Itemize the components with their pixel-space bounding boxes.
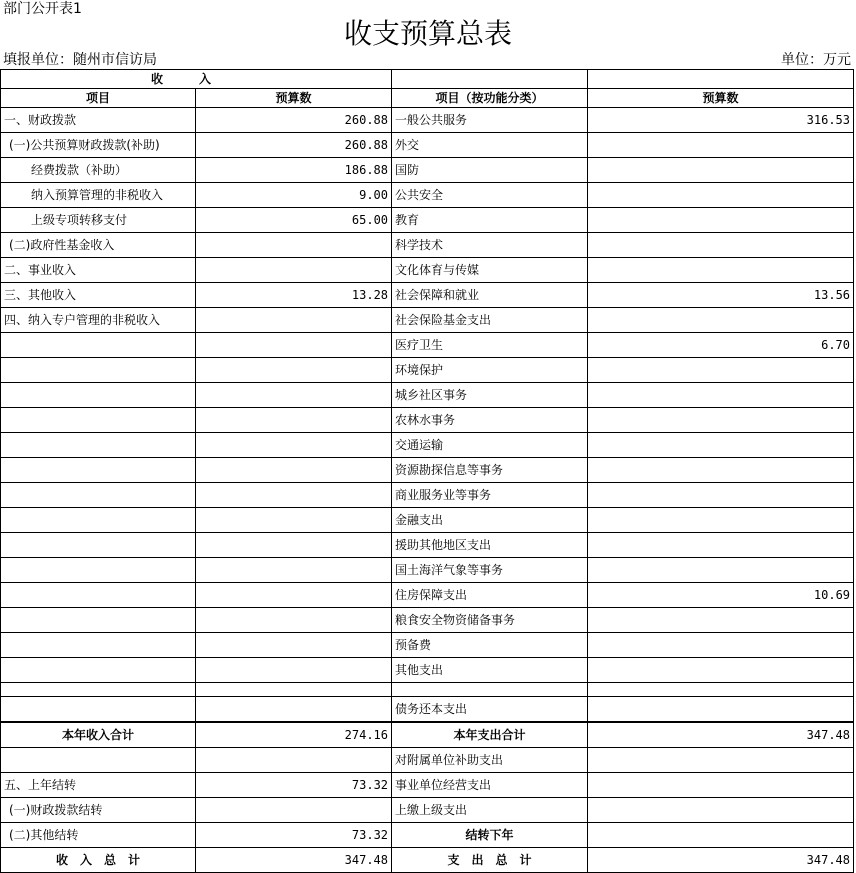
cell bbox=[196, 798, 392, 823]
expense-item: 教育 bbox=[392, 208, 588, 233]
expense-value bbox=[588, 458, 854, 483]
table-row bbox=[1, 233, 854, 258]
table-row bbox=[1, 433, 854, 458]
table-row bbox=[1, 183, 854, 208]
income-value: 73.32 bbox=[196, 823, 392, 848]
expense-item: 住房保障支出 bbox=[392, 583, 588, 608]
cell bbox=[1, 683, 196, 697]
budget-table bbox=[0, 69, 854, 873]
total-expense-label: 本年支出合计 bbox=[392, 722, 588, 748]
table-row bbox=[1, 483, 854, 508]
income-item: 二、事业收入 bbox=[1, 258, 196, 283]
expense-item: 对附属单位补助支出 bbox=[392, 748, 588, 773]
income-item: (二)政府性基金收入 bbox=[1, 233, 196, 258]
expense-item: 援助其他地区支出 bbox=[392, 533, 588, 558]
cell bbox=[588, 697, 854, 723]
income-value bbox=[196, 633, 392, 658]
table-row bbox=[1, 748, 854, 773]
income-value bbox=[196, 608, 392, 633]
currency-unit: 单位：万元 bbox=[781, 52, 851, 68]
income-item bbox=[1, 558, 196, 583]
table-row bbox=[1, 108, 854, 133]
expense-value bbox=[588, 408, 854, 433]
total-expense-value: 347.48 bbox=[588, 722, 854, 748]
col-item: 项目 bbox=[1, 89, 196, 108]
expense-value bbox=[588, 133, 854, 158]
income-item bbox=[1, 458, 196, 483]
column-header-row bbox=[1, 89, 854, 108]
expense-value bbox=[588, 158, 854, 183]
expense-value bbox=[588, 433, 854, 458]
table-row bbox=[1, 508, 854, 533]
expense-item: 债务还本支出 bbox=[392, 697, 588, 723]
expense-item: 金融支出 bbox=[392, 508, 588, 533]
income-value: 65.00 bbox=[196, 208, 392, 233]
income-item: 上级专项转移支付 bbox=[1, 208, 196, 233]
expense-item: 社会保障和就业 bbox=[392, 283, 588, 308]
total-row bbox=[1, 722, 854, 748]
expense-value bbox=[588, 208, 854, 233]
table-row bbox=[1, 533, 854, 558]
income-item bbox=[1, 533, 196, 558]
table-row bbox=[1, 608, 854, 633]
table-row bbox=[1, 773, 854, 798]
table-row bbox=[1, 583, 854, 608]
income-value bbox=[196, 333, 392, 358]
expense-item: 商业服务业等事务 bbox=[392, 483, 588, 508]
expense-value bbox=[588, 258, 854, 283]
expense-item: 环境保护 bbox=[392, 358, 588, 383]
col-item-func: 项目（按功能分类） bbox=[392, 89, 588, 108]
expense-item: 公共安全 bbox=[392, 183, 588, 208]
expense-item: 医疗卫生 bbox=[392, 333, 588, 358]
table-row bbox=[1, 208, 854, 233]
income-item: (二)其他结转 bbox=[1, 823, 196, 848]
income-value bbox=[196, 508, 392, 533]
table-row bbox=[1, 383, 854, 408]
expense-item: 粮食安全物资储备事务 bbox=[392, 608, 588, 633]
income-value bbox=[196, 433, 392, 458]
table-row bbox=[1, 133, 854, 158]
income-item bbox=[1, 608, 196, 633]
table-row bbox=[1, 823, 854, 848]
total-income-label: 本年收入合计 bbox=[1, 722, 196, 748]
expense-value bbox=[588, 658, 854, 683]
income-item: 纳入预算管理的非税收入 bbox=[1, 183, 196, 208]
cell bbox=[588, 798, 854, 823]
income-value bbox=[196, 408, 392, 433]
expense-item: 资源勘探信息等事务 bbox=[392, 458, 588, 483]
expense-value bbox=[588, 633, 854, 658]
income-item bbox=[1, 383, 196, 408]
income-header: 收 入 bbox=[1, 70, 392, 89]
grand-income-value: 347.48 bbox=[196, 848, 392, 873]
col-budget2: 预算数 bbox=[588, 89, 854, 108]
income-value: 260.88 bbox=[196, 133, 392, 158]
header-blank bbox=[588, 70, 854, 89]
cell bbox=[588, 823, 854, 848]
income-value bbox=[196, 583, 392, 608]
income-value bbox=[196, 458, 392, 483]
cell bbox=[588, 748, 854, 773]
income-item bbox=[1, 633, 196, 658]
expense-item: 交通运输 bbox=[392, 433, 588, 458]
expense-value bbox=[588, 233, 854, 258]
table-row bbox=[1, 158, 854, 183]
income-value: 73.32 bbox=[196, 773, 392, 798]
expense-item: 外交 bbox=[392, 133, 588, 158]
expense-item: 预备费 bbox=[392, 633, 588, 658]
expense-value bbox=[588, 308, 854, 333]
expense-value bbox=[588, 483, 854, 508]
cell bbox=[588, 683, 854, 697]
income-item: 经费拨款（补助） bbox=[1, 158, 196, 183]
table-body bbox=[1, 108, 854, 683]
income-item: 五、上年结转 bbox=[1, 773, 196, 798]
expense-item: 国防 bbox=[392, 158, 588, 183]
reporting-unit: 填报单位：随州市信访局 bbox=[3, 52, 157, 68]
expense-item: 文化体育与传媒 bbox=[392, 258, 588, 283]
grand-total-row bbox=[1, 848, 854, 873]
income-item bbox=[1, 483, 196, 508]
table-row bbox=[1, 633, 854, 658]
income-value bbox=[196, 558, 392, 583]
cell bbox=[1, 748, 196, 773]
income-item: 一、财政拨款 bbox=[1, 108, 196, 133]
expense-item: 社会保险基金支出 bbox=[392, 308, 588, 333]
table-row bbox=[1, 308, 854, 333]
expense-item: 一般公共服务 bbox=[392, 108, 588, 133]
income-value bbox=[196, 533, 392, 558]
table-row bbox=[1, 458, 854, 483]
table-row bbox=[1, 558, 854, 583]
income-value: 260.88 bbox=[196, 108, 392, 133]
expense-value bbox=[588, 358, 854, 383]
cell bbox=[196, 697, 392, 723]
document-code: 部门公开表1 bbox=[3, 1, 82, 17]
expense-value: 13.56 bbox=[588, 283, 854, 308]
income-value: 186.88 bbox=[196, 158, 392, 183]
income-value bbox=[196, 483, 392, 508]
table-row bbox=[1, 658, 854, 683]
income-value bbox=[196, 383, 392, 408]
income-value bbox=[196, 258, 392, 283]
income-value bbox=[196, 658, 392, 683]
income-item bbox=[1, 333, 196, 358]
table-row bbox=[1, 798, 854, 823]
table-row bbox=[1, 697, 854, 723]
expense-item: 农林水事务 bbox=[392, 408, 588, 433]
next-year-label: 结转下年 bbox=[392, 823, 588, 848]
income-value bbox=[196, 233, 392, 258]
table-row bbox=[1, 358, 854, 383]
income-item bbox=[1, 408, 196, 433]
total-income-value: 274.16 bbox=[196, 722, 392, 748]
table-row bbox=[1, 408, 854, 433]
income-item: 四、纳入专户管理的非税收入 bbox=[1, 308, 196, 333]
income-item: (一)公共预算财政拨款(补助) bbox=[1, 133, 196, 158]
cell bbox=[196, 748, 392, 773]
expense-item: 城乡社区事务 bbox=[392, 383, 588, 408]
income-value: 9.00 bbox=[196, 183, 392, 208]
grand-expense-label: 支 出 总 计 bbox=[392, 848, 588, 873]
income-item bbox=[1, 358, 196, 383]
income-value bbox=[196, 358, 392, 383]
cell bbox=[196, 683, 392, 697]
expense-value bbox=[588, 533, 854, 558]
expense-value bbox=[588, 508, 854, 533]
expense-value: 10.69 bbox=[588, 583, 854, 608]
grand-expense-value: 347.48 bbox=[588, 848, 854, 873]
income-value: 13.28 bbox=[196, 283, 392, 308]
income-item bbox=[1, 658, 196, 683]
income-item: 三、其他收入 bbox=[1, 283, 196, 308]
income-value bbox=[196, 308, 392, 333]
expense-value bbox=[588, 608, 854, 633]
expense-value bbox=[588, 183, 854, 208]
grand-income-label: 收 入 总 计 bbox=[1, 848, 196, 873]
page-title: 收支预算总表 bbox=[343, 17, 512, 50]
header-blank bbox=[392, 70, 588, 89]
table-row bbox=[1, 333, 854, 358]
expense-item: 事业单位经营支出 bbox=[392, 773, 588, 798]
expense-value: 316.53 bbox=[588, 108, 854, 133]
cell bbox=[1, 697, 196, 723]
cell bbox=[392, 683, 588, 697]
table-row bbox=[1, 258, 854, 283]
income-item bbox=[1, 583, 196, 608]
expense-value bbox=[588, 558, 854, 583]
expense-item: 其他支出 bbox=[392, 658, 588, 683]
table-row bbox=[1, 283, 854, 308]
expense-item: 上缴上级支出 bbox=[392, 798, 588, 823]
expense-value: 6.70 bbox=[588, 333, 854, 358]
table-row bbox=[1, 683, 854, 697]
expense-item: 科学技术 bbox=[392, 233, 588, 258]
income-item bbox=[1, 508, 196, 533]
cell bbox=[588, 773, 854, 798]
expense-item: 国土海洋气象等事务 bbox=[392, 558, 588, 583]
income-item bbox=[1, 433, 196, 458]
col-budget: 预算数 bbox=[196, 89, 392, 108]
income-item: (一)财政拨款结转 bbox=[1, 798, 196, 823]
expense-value bbox=[588, 383, 854, 408]
income-header-row bbox=[1, 70, 854, 89]
